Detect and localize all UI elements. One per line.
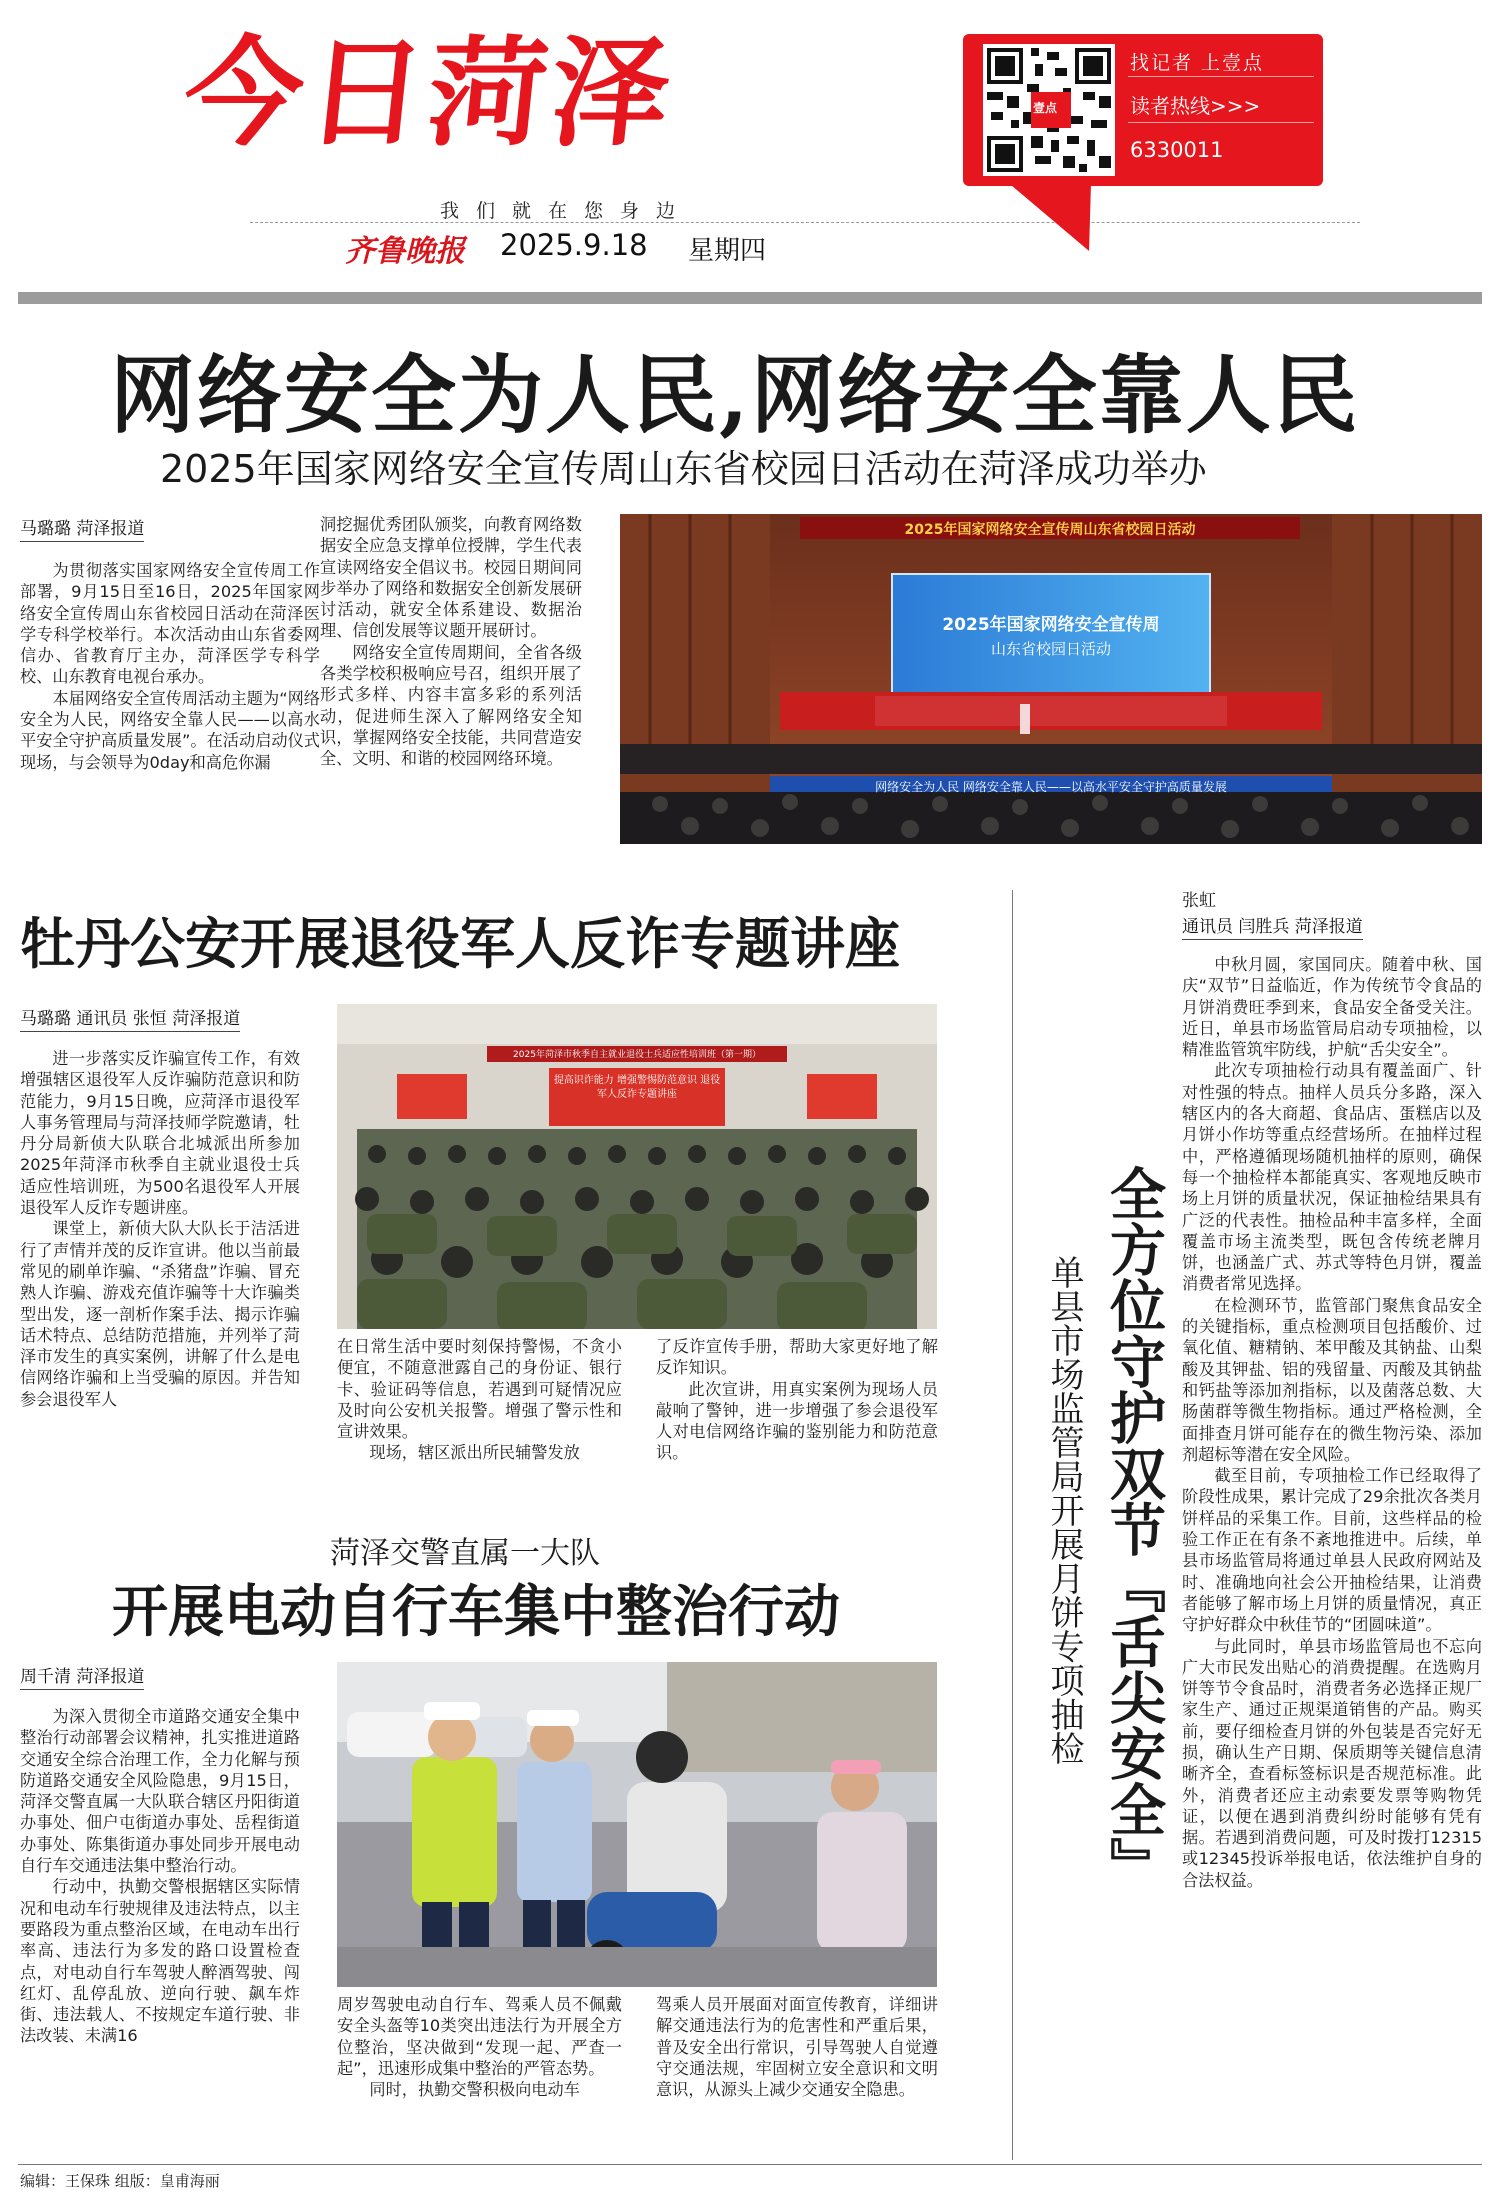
article3-column2 [337,1994,622,2158]
footer-divider [18,2164,1482,2165]
article4-body [1182,954,1482,2158]
photo-screen-title-1: 2025年国家网络安全宣传周 [942,615,1160,635]
paragraph: 在日常生活中要时刻保持警惕，不贪小便宜，不随意泄露自己的身份证、银行卡、验证码等信息，若遇到可疑情况应及时向公安机关报警。增强了警示性和宣讲效果。 [337,1337,622,1442]
promo-divider [1128,122,1314,123]
paragraph: 驾乘人员开展面对面宣传教育，详细讲解交通违法行为的危害性和严重后果，普及安全出行常识，引导驾驶人自觉遵守交通法规，牢固树立安全意识和文明意识，从源头上减少交通安全隐患。 [656,1995,938,2100]
article3-kicker: 菏泽交警直属一大队 [330,1536,600,1571]
promo-bubble-tail [1011,185,1129,251]
paragraph: 课堂上，新侦大队大队长于洁活进行了声情并茂的反诈宣讲。他以当前最常见的刷单诈骗、“杀猪盘”诈骗、冒充熟人诈骗、游戏充值诈骗等十大诈骗类型出发，逐一剖析作案手法、揭示诈骗话术特点、总结防范措施，并列举了菏泽市发生的真实案例，讲解了什么是电信网络诈骗和上当受骗的原因。并告知参会退役军人 [20,1219,300,1409]
paragraph: 洞挖掘优秀团队颁奖，向教育网络数据安全应急支撑单位授牌，学生代表宣读网络安全倡议书。校园日期间同步举办了网络和数据安全创新发展研讨活动，就安全体系建设、数据治理、信创发展等议题开展研讨。 [320,515,582,641]
article2-column2 [337,1336,622,1478]
article2-column3 [656,1336,938,1478]
masthead-divider [250,222,1360,223]
article2-column1 [20,1048,300,1478]
article1-headline: 网络安全为人民,网络安全靠人民 [110,346,1360,446]
article3-headline: 开展电动自行车集中整治行动 [112,1579,840,1645]
promo-hotline-number[interactable]: 6330011 [1130,138,1224,162]
article1-subhead: 2025年国家网络安全宣传周山东省校园日活动在菏泽成功举办 [160,447,1207,491]
promo-line-hotline: 读者热线>>> [1130,94,1261,118]
newspaper-brand: 齐鲁晚报 [345,234,465,269]
article1-byline: 马璐璐 菏泽报道 [20,514,144,542]
paragraph: 同时，执勤交警积极向电动车 [369,2080,580,2100]
paragraph: 网络安全宣传周期间，全省各级各类学校积极响应号召，组织开展了形式多样、内容丰富多彩的系列活动，促进师生深入了解网络安全知识，掌握网络安全技能，共同营造安全、文明、和谐的校园网络环境。 [320,642,582,769]
paragraph: 为深入贯彻全市道路交通安全集中整治行动部署会议精神，扎实推进道路交通安全综合治理工作，全力化解与预防道路交通安全风险隐患，9月15日，菏泽交警直属一大队联合辖区丹阳街道办事处、佃户屯街道办事处、岳程街道办事处、陈集街道办事处同步开展电动自行车交通违法集中整治行动。 [20,1707,300,1876]
article3-photo [337,1662,937,1987]
paragraph: 与此同时，单县市场监管局也不忘向广大市民发出贴心的消费提醒。在选购月饼等节令食品时，消费者务必选择正规厂家生产、通过正规渠道销售的产品。购买前，要仔细检查月饼的外包装是否完好无损，确认生产日期、保质期等关键信息清晰齐全，查看标签标识是否规范标准。此外，消费者还应主动索要发票等购物凭证，以便在遇到消费纠纷时能够有凭有据。若遇到消费问题，可及时拨打12315或12345投诉举报电话，依法维护自身的合法权益。 [1182,1636,1482,1890]
article1-photo [620,514,1482,844]
paragraph: 此次专项抽检行动具有覆盖面广、针对性强的特点。抽样人员兵分多路，深入辖区内的各大商超、食品店、蛋糕店以及月饼小作坊等重点经营场所。在抽样过程中，严格遵循现场随机抽样的原则，确保每一个抽检样本都能真实、客观地反映市场上月饼的质量状况，保证抽检结果具有广泛的代表性。抽检品种丰富多样，全面覆盖市场主流类型，既包含传统老牌月饼，也涵盖广式、苏式等特色月饼，覆盖消费者常见选择。 [1182,1061,1482,1294]
masthead-logo: 今日菏泽 [177,24,681,162]
promo-divider [1128,76,1314,77]
article4-byline: 通讯员 闫胜兵 菏泽报道 [1182,912,1363,940]
qr-center-label: 壹点 [1033,101,1058,115]
article1-column2 [320,514,582,844]
issue-date: 2025.9.18 [500,228,648,262]
article4-subhead: 单县市场监管局开展月饼专项抽检 [1044,1255,1084,1765]
column-divider [1012,890,1013,2160]
article4-headline: 全方位守护双节『舌尖安全』 [1101,1165,1167,1893]
masthead-separator-bar [18,292,1482,304]
article2-headline: 牡丹公安开展退役军人反诈专题讲座 [20,911,901,976]
article3-column1 [20,1706,300,2158]
paragraph: 了反诈宣传手册，帮助大家更好地了解反诈知识。 [656,1337,938,1378]
article4-byline-author: 张虹 [1182,891,1216,911]
article1-column1 [20,560,320,842]
photo-top-banner: 2025年菏泽市秋季自主就业退役士兵适应性培训班（第一期） [513,1050,761,1060]
paragraph: 此次宣讲，用真实案例为现场人员敲响了警钟，进一步增强了参会退役军人对电信网络诈骗的鉴别能力和防范意识。 [656,1379,938,1463]
footer-credits: 编辑：王保珠 组版：皇甫海丽 [20,2172,220,2190]
promo-line-reporter: 找记者 上壹点 [1130,52,1265,74]
paragraph: 现场，辖区派出所民辅警发放 [369,1443,580,1463]
article2-byline: 马璐璐 通讯员 张恒 菏泽报道 [20,1004,240,1032]
paragraph: 本届网络安全宣传周活动主题为“网络安全为人民，网络安全靠人民——以高水平安全守护高质量发展”。在活动启动仪式现场，与会领导为0day和高危你漏 [20,688,320,772]
paragraph: 中秋月圆，家国同庆。随着中秋、国庆“双节”日益临近，作为传统节令食品的月饼消费旺季到来，食品安全备受关注。近日，单县市场监管局启动专项抽检，以精准监管筑牢防线，护航“舌尖安全”。 [1182,955,1482,1060]
paragraph: 截至目前，专项抽检工作已经取得了阶段性成果，累计完成了29余批次各类月饼样品的采集工作。目前，这些样品的检验工作正在有条不紊地推进中。后续，单县市场监管局将通过单县人民政府网站及时、准确地向社会公开抽检结果，让消费者能够了解市场上月饼的质量情况，真正守护好群众中秋佳节的“团圆味道”。 [1182,1466,1482,1635]
masthead-slogan: 我们就在您身边 [440,200,693,222]
article3-column3 [656,1994,938,2158]
paragraph: 在检测环节，监管部门聚焦食品安全的关键指标，重点检测项目包括酸价、过氧化值、糖精钠、苯甲酸及其钠盐、山梨酸及其钾盐、铝的残留量、丙酸及其钠盐和钙盐等添加剂指标，以及菌落总数、大肠菌群等微生物指标。通过严格检测，全面排查月饼可能存在的微生物污染、添加剂超标等潜在安全风险。 [1182,1295,1482,1464]
photo-screen-title-2: 山东省校园日活动 [990,640,1111,658]
issue-weekday: 星期四 [688,236,767,266]
paragraph: 行动中，执勤交警根据辖区实际情况和电动车行驶规律及违法特点，以主要路段为重点整治区域，在电动车出行率高、违法行为多发的路口设置检查点，对电动自行车驾驶人醉酒驾驶、闯红灯、乱停乱放、逆向行驶、飙车炸街、违法载人、不按规定车道行驶、非法改装、未满16 [20,1877,300,2046]
paragraph: 周岁驾驶电动自行车、驾乘人员不佩戴安全头盔等10类突出违法行为开展全方位整治，坚决做到“发现一起、严查一起”，迅速形成集中整治的严管态势。 [337,1995,622,2078]
qr-code-icon[interactable] [983,44,1115,176]
paragraph: 为贯彻落实国家网络安全宣传周工作部署，9月15日至16日，2025年国家网络安全宣传周山东省校园日活动在菏泽医学专科学校举行。本次活动由山东省委网信办、省教育厅主办，菏泽医学专科学校、山东教育电视台承办。 [20,561,320,687]
article3-byline: 周千清 菏泽报道 [20,1662,144,1690]
article2-photo [337,1004,937,1329]
photo-bottom-banner: 网络安全为人民 网络安全靠人民——以高水平安全守护高质量发展 [875,780,1227,794]
photo-screen-title: 提高识诈能力 增强警惕防范意识 退役军人反诈专题讲座 [553,1075,721,1100]
photo-top-banner: 2025年国家网络安全宣传周山东省校园日活动 [904,522,1196,538]
paragraph: 进一步落实反诈骗宣传工作，有效增强辖区退役军人反诈骗防范意识和防范能力，9月15日晚，应菏泽市退役军人事务管理局与菏泽技师学院邀请，牡丹分局新侦大队联合北城派出所参加2025年菏泽市秋季自主就业退役士兵适应性培训班，为500名退役军人开展退役军人反诈专题讲座。 [20,1049,300,1218]
